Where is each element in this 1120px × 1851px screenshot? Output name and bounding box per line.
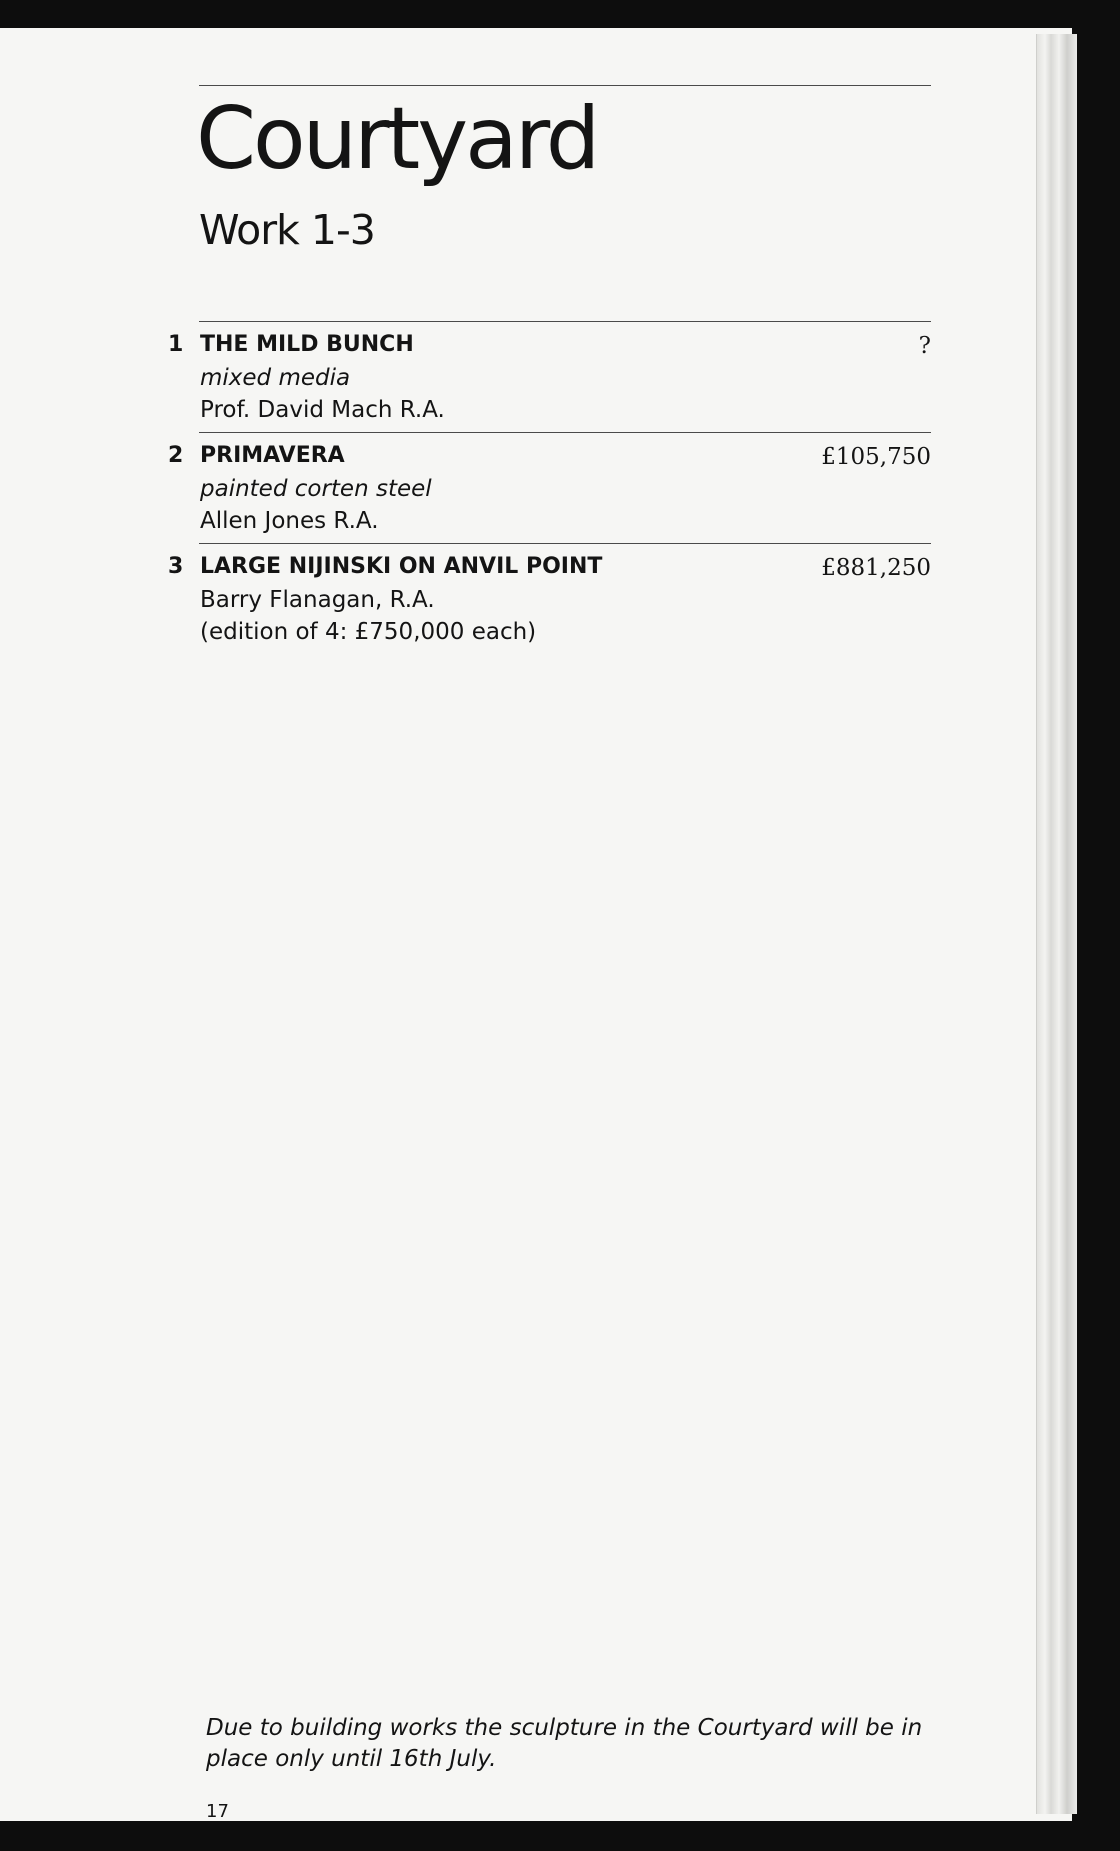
work-number: 2 — [168, 443, 184, 468]
work-artist: Barry Flanagan, R.A. — [200, 587, 435, 613]
work-number: 1 — [168, 332, 184, 357]
page-edges — [1036, 34, 1077, 1814]
page-subtitle: Work 1-3 — [199, 206, 375, 254]
work-edition-note: (edition of 4: £750,000 each) — [200, 619, 537, 645]
work-rule-1 — [199, 321, 931, 322]
title-rule — [199, 85, 931, 86]
closing-note: Due to building works the sculpture in the Courtyard will be in place only until 16th July. — [206, 1715, 923, 1772]
work-rule-3 — [199, 543, 931, 544]
catalogue-page — [0, 28, 1072, 1821]
work-number: 3 — [168, 554, 184, 579]
work-artist: Prof. David Mach R.A. — [200, 397, 445, 423]
work-medium: painted corten steel — [200, 476, 432, 502]
page-title: Courtyard — [196, 89, 598, 189]
work-price: £881,250 — [821, 555, 931, 581]
page-number: 17 — [206, 1801, 229, 1822]
work-title: THE MILD BUNCH — [200, 332, 414, 357]
work-medium: mixed media — [200, 365, 351, 391]
work-rule-2 — [199, 432, 931, 433]
work-artist: Allen Jones R.A. — [200, 508, 379, 534]
work-title: PRIMAVERA — [200, 443, 345, 468]
work-price: ? — [918, 333, 931, 359]
work-title: LARGE NIJINSKI ON ANVIL POINT — [200, 554, 603, 579]
work-price: £105,750 — [821, 444, 931, 470]
